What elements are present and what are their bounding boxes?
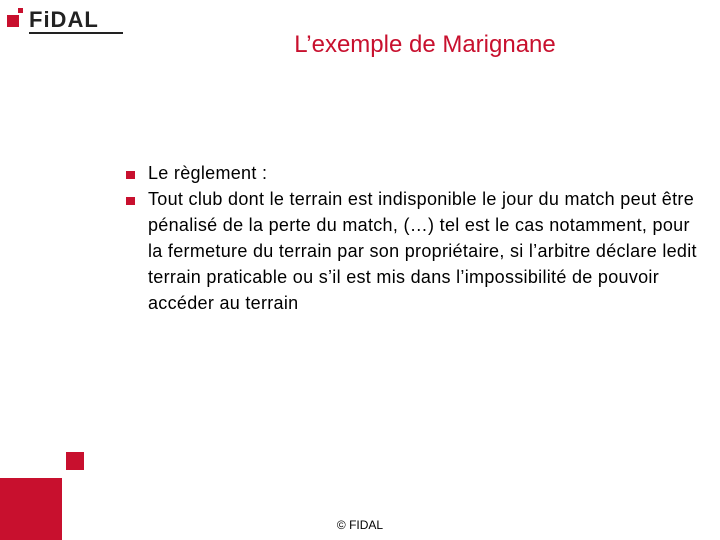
square-bullet-icon (126, 171, 135, 179)
bullet-text: Le règlement : (148, 163, 268, 183)
bullet-text: Tout club dont le terrain est indisponible le jour du match peut être pénalisé de la perte du match, (…) tel est le cas notamment, pour la fermeture du terrain par son propriétaire, si l’arbitre déclare ledit terrain praticable ou s’il est mis dans l’impossibilité de pouvoir accéder au terrain (148, 189, 697, 313)
bullet-item-reglement (120, 160, 700, 186)
logo-big-square (7, 15, 19, 27)
square-bullet-icon (126, 197, 135, 205)
bullet-item-rule (120, 186, 700, 316)
slide-title: L’exemple de Marignane (294, 31, 556, 58)
decorative-square (66, 452, 84, 470)
logo-small-square (18, 8, 23, 13)
bullet-list (120, 160, 700, 316)
footer-copyright: © FIDAL (336, 518, 384, 532)
logo-wordmark: FiDAL (29, 7, 99, 32)
